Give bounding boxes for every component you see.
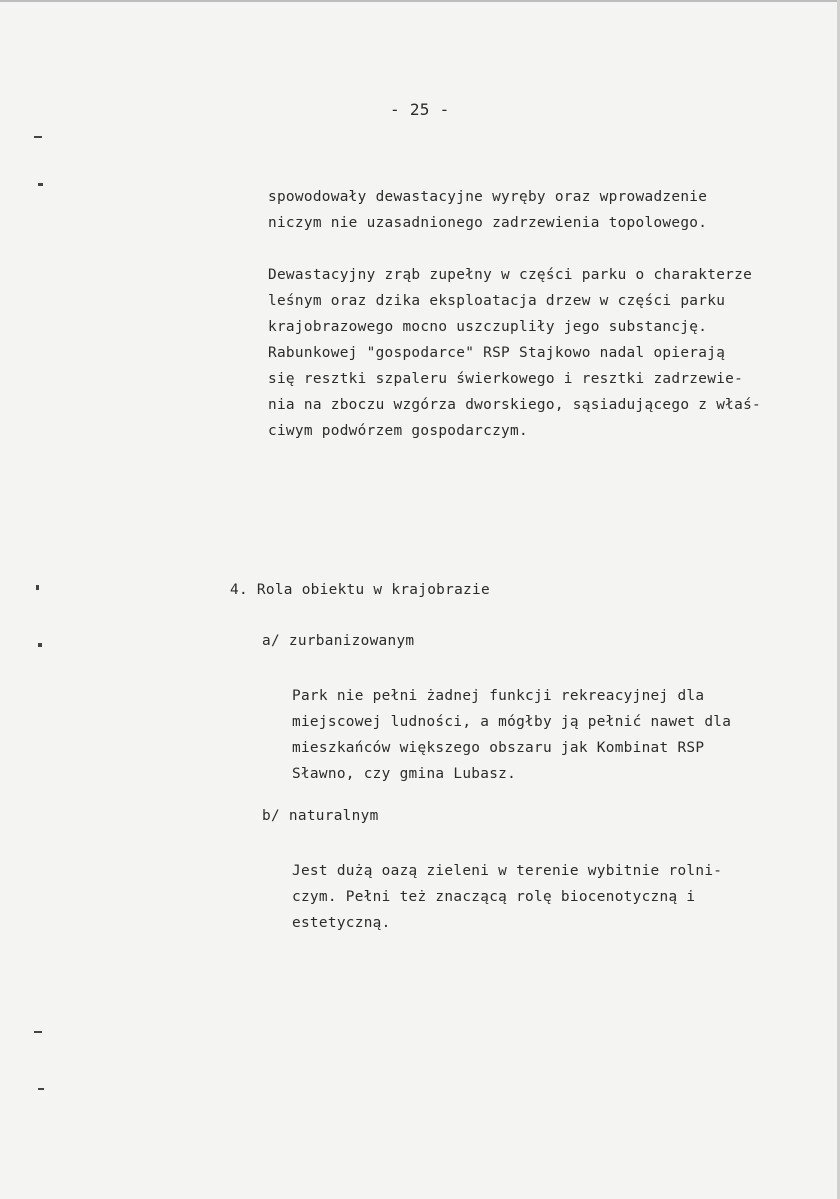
text-line: Jest dużą oazą zieleni w terenie wybitnie rolni- — [292, 863, 723, 879]
section-heading: 4. Rola obiektu w krajobrazie — [230, 582, 490, 598]
text-line: Park nie pełni żadnej funkcji rekreacyjnej dla — [292, 688, 705, 704]
text-line: Sławno, czy gmina Lubasz. — [292, 766, 517, 782]
punch-mark — [34, 1031, 42, 1033]
text-line: miejscowej ludności, a mógłby ją pełnić nawet dla — [292, 714, 732, 730]
text-line: ciwym podwórzem gospodarczym. — [268, 423, 528, 439]
punch-mark — [38, 1088, 44, 1090]
paragraph-park-damage — [268, 262, 761, 444]
text-line: krajobrazowego mocno uszczupliły jego substancję. — [268, 319, 708, 335]
text-line: niczym nie uzasadnionego zadrzewienia topolowego. — [268, 215, 708, 231]
punch-mark — [34, 136, 42, 138]
page-number: - 25 - — [390, 100, 450, 119]
text-line: się resztki szpaleru świerkowego i resztki zadrzewie- — [268, 371, 744, 387]
paragraph-continued — [268, 184, 707, 236]
text-line: Rabunkowej "gospodarce" RSP Stajkowo nadal opierają — [268, 345, 726, 361]
punch-mark — [38, 643, 42, 647]
punch-mark — [38, 183, 43, 186]
subsection-b-label: b/ naturalnym — [262, 808, 379, 824]
text-line: mieszkańców większego obszaru jak Kombinat RSP — [292, 740, 705, 756]
text-line: czym. Pełni też znaczącą rolę biocenotyczną i — [292, 889, 696, 905]
text-line: nia na zboczu wzgórza dworskiego, sąsiadującego z właś- — [268, 397, 762, 413]
subsection-a-label: a/ zurbanizowanym — [262, 633, 415, 649]
subsection-b-text — [292, 858, 722, 936]
top-edge-line — [0, 0, 840, 2]
text-line: leśnym oraz dzika eksploatacja drzew w części parku — [268, 293, 726, 309]
punch-mark — [36, 585, 39, 590]
text-line: estetyczną. — [292, 915, 391, 931]
subsection-a-text — [292, 683, 731, 787]
text-line: Dewastacyjny zrąb zupełny w części parku o charakterze — [268, 267, 753, 283]
text-line: spowodowały dewastacyjne wyręby oraz wprowadzenie — [268, 189, 708, 205]
